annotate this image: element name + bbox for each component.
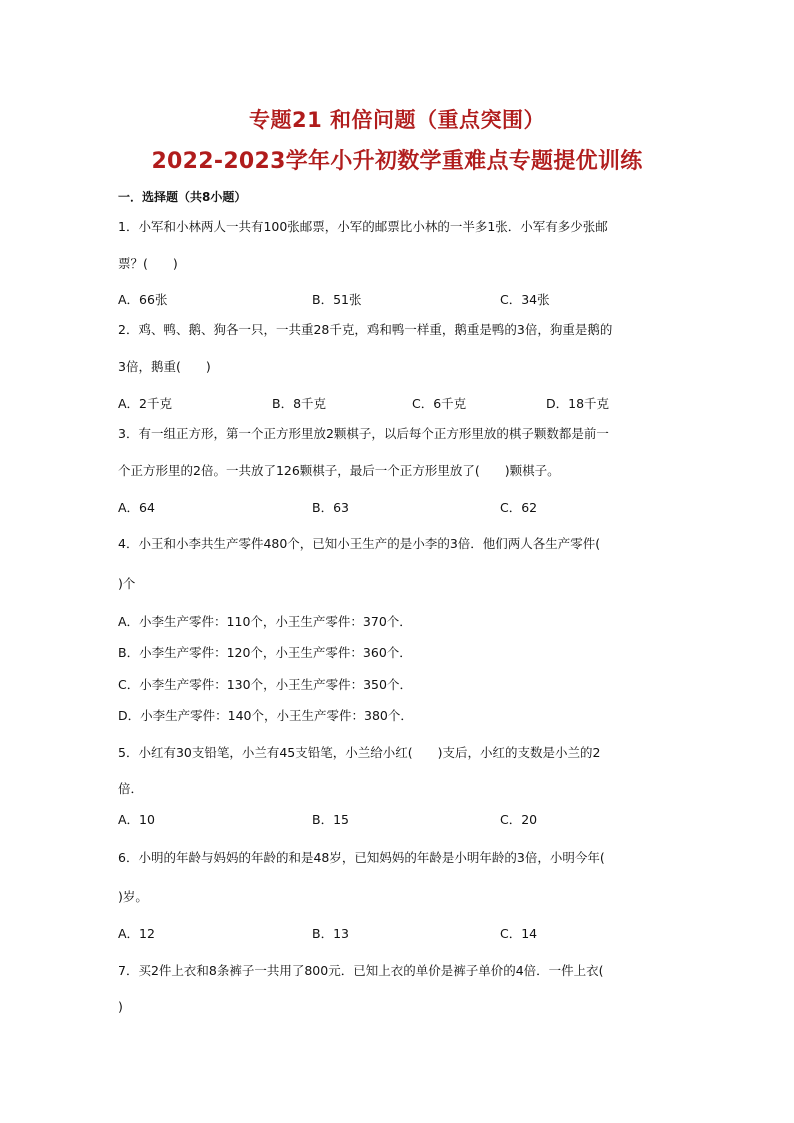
question-3-line-1: 3．有一组正方形，第一个正方形里放2颗棋子，以后每个正方形里放的棋子颗数都是前一 <box>118 426 609 441</box>
question-7-line-2: ) <box>118 999 123 1014</box>
question-3-option-a: A．64 <box>118 500 155 515</box>
question-6-line-2: )岁。 <box>118 889 148 904</box>
question-2-line-1: 2．鸡、鸭、鹅、狗各一只，一共重28千克，鸡和鸭一样重，鹅重是鸭的3倍，狗重是鹅的 <box>118 322 613 337</box>
question-6-option-a: A．12 <box>118 926 155 941</box>
question-3-option-c: C．62 <box>500 500 538 515</box>
question-2-option-a: A．2千克 <box>118 396 173 411</box>
question-6-line-1: 6．小明的年龄与妈妈的年龄的和是48岁，已知妈妈的年龄是小明年龄的3倍，小明今年( <box>118 850 605 865</box>
question-5-line-2: 倍． <box>118 781 144 796</box>
question-1-line-1: 1．小军和小林两人一共有100张邮票，小军的邮票比小林的一半多1张．小军有多少张邮 <box>118 219 608 234</box>
question-4-option-d: D．小李生产零件：140个，小王生产零件：380个． <box>118 708 413 723</box>
question-6-option-c: C．14 <box>500 926 538 941</box>
question-4-option-c: C．小李生产零件：130个，小王生产零件：350个． <box>118 677 412 692</box>
question-4-option-b: B．小李生产零件：120个，小王生产零件：360个． <box>118 645 412 660</box>
question-6-option-b: B．13 <box>312 926 349 941</box>
question-4-option-a: A．小李生产零件：110个，小王生产零件：370个． <box>118 614 412 629</box>
section-heading: 一．选择题（共8小题） <box>118 190 247 204</box>
document-subtitle: 2022-2023学年小升初数学重难点专题提优训练 <box>151 149 643 174</box>
question-5-option-b: B．15 <box>312 812 349 827</box>
question-1-option-a: A．66张 <box>118 292 168 307</box>
question-2-option-c: C．6千克 <box>412 396 467 411</box>
question-5-option-c: C．20 <box>500 812 538 827</box>
question-2-option-d: D．18千克 <box>546 396 610 411</box>
document-title: 专题21 和倍问题（重点突围） <box>248 108 546 132</box>
question-3-option-b: B．63 <box>312 500 349 515</box>
question-2-line-2: 3倍，鹅重( ) <box>118 359 211 374</box>
question-4-line-1: 4．小王和小李共生产零件480个，已知小王生产的是小李的3倍．他们两人各生产零件( <box>118 536 601 551</box>
question-5-option-a: A．10 <box>118 812 155 827</box>
question-7-line-1: 7．买2件上衣和8条裤子一共用了800元．已知上衣的单价是裤子单价的4倍．一件上衣( <box>118 963 604 978</box>
question-1-option-c: C．34张 <box>500 292 550 307</box>
question-1-line-2: 票？( ) <box>118 256 178 271</box>
question-1-option-b: B．51张 <box>312 292 362 307</box>
question-3-line-2: 个正方形里的2倍。一共放了126颗棋子，最后一个正方形里放了( )颗棋子。 <box>118 463 560 478</box>
question-2-option-b: B．8千克 <box>272 396 327 411</box>
question-5-line-1: 5．小红有30支铅笔，小兰有45支铅笔，小兰给小红( )支后，小红的支数是小兰的2 <box>118 745 601 760</box>
question-4-line-2: )个 <box>118 576 136 591</box>
